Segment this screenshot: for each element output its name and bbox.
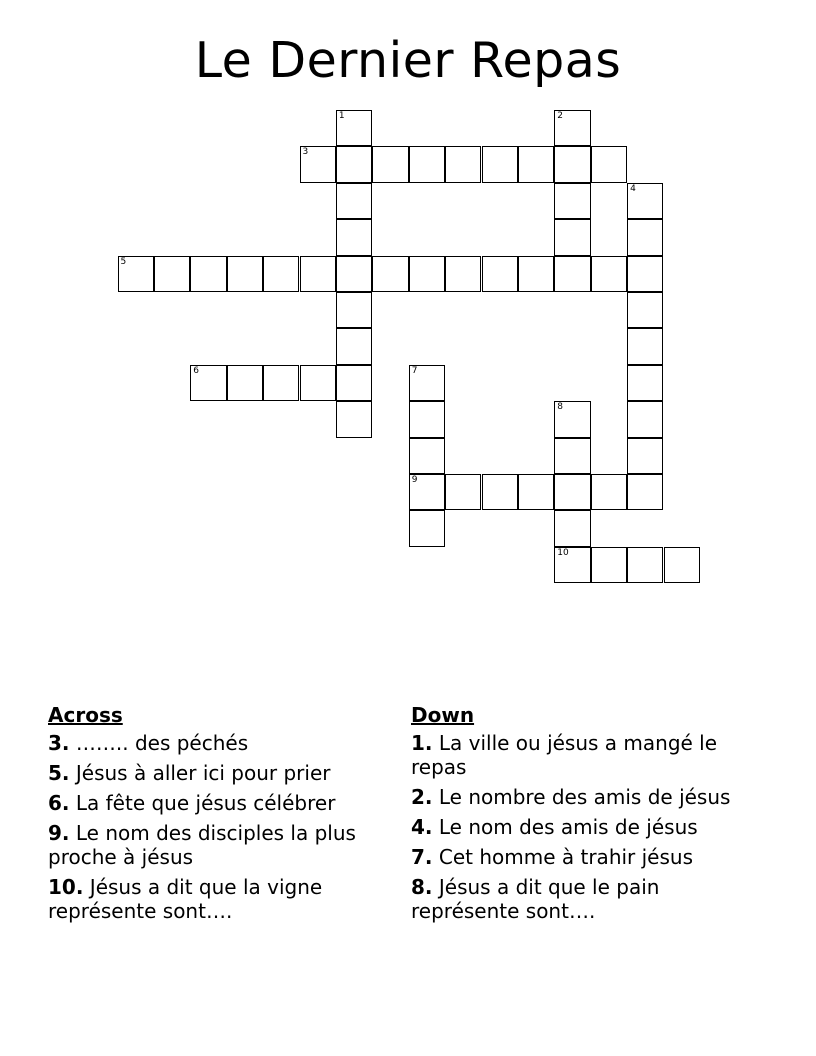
grid-cell[interactable] xyxy=(336,219,372,255)
across-heading: Across xyxy=(48,703,123,727)
grid-cell[interactable] xyxy=(227,365,263,401)
grid-cell-1[interactable] xyxy=(336,110,372,146)
grid-cell[interactable] xyxy=(300,256,336,292)
down-clue-1 xyxy=(411,731,751,779)
clue-text: La fête que jésus célébrer xyxy=(69,791,336,815)
clue-text: Le nombre des amis de jésus xyxy=(432,785,731,809)
cell-number: 6 xyxy=(193,365,200,376)
grid-cell-4[interactable] xyxy=(627,183,663,219)
grid-cell-3[interactable] xyxy=(300,146,336,182)
grid-cell[interactable] xyxy=(518,146,554,182)
grid-cell[interactable] xyxy=(664,547,700,583)
grid-cell[interactable] xyxy=(336,146,372,182)
grid-cell[interactable] xyxy=(591,146,627,182)
grid-cell[interactable] xyxy=(409,510,445,546)
cell-number: 9 xyxy=(411,475,418,485)
grid-cell[interactable] xyxy=(445,146,481,182)
across-clue-10 xyxy=(48,875,388,923)
grid-cell[interactable] xyxy=(336,401,372,437)
cell-number: 4 xyxy=(630,183,636,194)
grid-cell[interactable] xyxy=(372,146,408,182)
grid-cell[interactable] xyxy=(263,256,299,292)
grid-cell[interactable] xyxy=(554,146,590,182)
grid-cell[interactable] xyxy=(336,183,372,219)
grid-cell-7[interactable] xyxy=(409,365,445,401)
down-clue-7 xyxy=(411,845,751,869)
down-clue-4 xyxy=(411,815,751,839)
clue-number: 2. xyxy=(411,785,433,809)
clue-text: Jésus à aller ici pour prier xyxy=(69,761,331,785)
down-clues xyxy=(411,703,751,929)
grid-cell[interactable] xyxy=(372,256,408,292)
grid-cell[interactable] xyxy=(554,510,590,546)
grid-cell-2[interactable] xyxy=(554,110,590,146)
clue-text: Jésus a dit que le pain représente sont…. xyxy=(411,875,660,923)
grid-cell[interactable] xyxy=(591,547,627,583)
grid-cell[interactable] xyxy=(627,292,663,328)
grid-cell-6[interactable] xyxy=(190,365,226,401)
grid-cell[interactable] xyxy=(591,256,627,292)
clue-text: La ville ou jésus a mangé le repas xyxy=(411,731,718,779)
grid-cell[interactable] xyxy=(409,146,445,182)
down-clue-2 xyxy=(411,785,751,809)
cell-number: 8 xyxy=(557,402,564,413)
grid-cell[interactable] xyxy=(518,474,554,510)
grid-cell[interactable] xyxy=(482,256,518,292)
grid-cell[interactable] xyxy=(591,474,627,510)
grid-cell-5[interactable] xyxy=(118,256,154,292)
grid-cell[interactable] xyxy=(263,365,299,401)
across-clue-6 xyxy=(48,791,388,815)
grid-cell[interactable] xyxy=(627,474,663,510)
grid-cell[interactable] xyxy=(627,547,663,583)
cell-number: 3 xyxy=(302,147,309,158)
grid-cell[interactable] xyxy=(227,256,263,292)
grid-cell[interactable] xyxy=(627,365,663,401)
grid-cell[interactable] xyxy=(482,146,518,182)
clue-number: 10. xyxy=(48,875,84,899)
grid-cell-9[interactable] xyxy=(409,474,445,510)
cell-number: 5 xyxy=(120,256,127,267)
down-heading: Down xyxy=(411,703,475,727)
across-clues xyxy=(48,703,388,929)
grid-cell[interactable] xyxy=(336,256,372,292)
clue-text: Le nom des disciples la plus proche à jésus xyxy=(48,821,356,869)
clue-number: 5. xyxy=(48,761,70,785)
grid-cell[interactable] xyxy=(300,365,336,401)
clue-text: Cet homme à trahir jésus xyxy=(432,845,694,869)
grid-cell[interactable] xyxy=(554,183,590,219)
grid-cell[interactable] xyxy=(554,438,590,474)
grid-cell-8[interactable] xyxy=(554,401,590,437)
page-title: Le Dernier Repas xyxy=(194,32,622,89)
cell-number: 7 xyxy=(411,365,418,376)
clue-text: …….. des péchés xyxy=(69,731,249,755)
cell-number: 2 xyxy=(557,111,564,121)
clue-text: Jésus a dit que la vigne représente sont…. xyxy=(48,875,323,923)
clue-number: 9. xyxy=(48,821,70,845)
grid-cell[interactable] xyxy=(554,256,590,292)
grid-cell[interactable] xyxy=(336,292,372,328)
grid-cell[interactable] xyxy=(627,328,663,364)
grid-cell[interactable] xyxy=(336,328,372,364)
clue-number: 6. xyxy=(48,791,70,815)
down-clue-8 xyxy=(411,875,751,923)
grid-cell[interactable] xyxy=(445,474,481,510)
grid-cell[interactable] xyxy=(190,256,226,292)
clue-text: Le nom des amis de jésus xyxy=(432,815,698,839)
grid-cell[interactable] xyxy=(482,474,518,510)
clue-number: 8. xyxy=(411,875,433,899)
grid-cell[interactable] xyxy=(518,256,554,292)
grid-cell-10[interactable] xyxy=(554,547,590,583)
cell-number: 10 xyxy=(557,547,569,558)
grid-cell[interactable] xyxy=(336,365,372,401)
clue-number: 3. xyxy=(48,731,70,755)
grid-cell[interactable] xyxy=(409,401,445,437)
grid-cell[interactable] xyxy=(627,219,663,255)
clue-number: 1. xyxy=(411,731,433,755)
grid-cell[interactable] xyxy=(409,256,445,292)
grid-cell[interactable] xyxy=(554,474,590,510)
grid-cell[interactable] xyxy=(554,219,590,255)
grid-cell[interactable] xyxy=(409,438,445,474)
across-clue-3 xyxy=(48,731,388,755)
clue-number: 4. xyxy=(411,815,433,839)
cell-number: 1 xyxy=(338,111,345,121)
grid-cell[interactable] xyxy=(154,256,190,292)
grid-cell[interactable] xyxy=(627,401,663,437)
across-clue-5 xyxy=(48,761,388,785)
clue-number: 7. xyxy=(411,845,433,869)
across-clue-9 xyxy=(48,821,388,869)
grid-cell[interactable] xyxy=(445,256,481,292)
grid-cell[interactable] xyxy=(627,256,663,292)
grid-cell[interactable] xyxy=(627,438,663,474)
